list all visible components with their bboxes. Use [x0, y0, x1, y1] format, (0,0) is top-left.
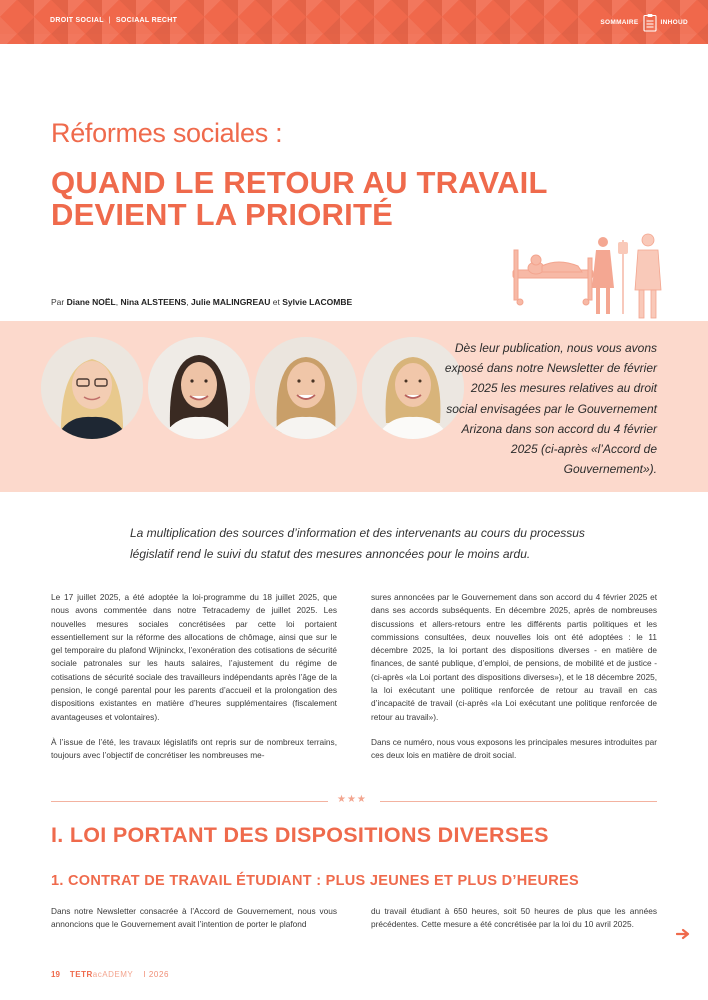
divider-stars: ★★★: [337, 794, 367, 805]
hospital-illustration: [508, 230, 668, 322]
body-column-left: [51, 591, 337, 775]
byline: [51, 297, 352, 307]
body-paragraph: Dans notre Newsletter consacrée à l’Accord de Gouvernement, nous vous annoncions que le Gouvernement avait l’intention de porter le plafond: [51, 906, 337, 930]
section-breadcrumb: [50, 17, 177, 24]
author-name: Diane NOËL: [66, 297, 116, 307]
brand-part-2: acADEMY: [92, 969, 134, 979]
subsection-heading: 1. CONTRAT DE TRAVAIL ÉTUDIANT : PLUS JEUNES ET PLUS D’HEURES: [51, 873, 579, 889]
section-label-fr: DROIT SOCIAL: [50, 17, 104, 24]
toc-label-nl: INHOUD: [660, 18, 688, 26]
page-footer: [51, 966, 169, 982]
intro-quote: Dès leur publication, nous vous avons exposé dans notre Newsletter de février 2025 les mesures relatives au droit social envisagées par le Gouvernement Arizona dans son accord du 4 février 2025 (ci-après «l’Accord de Gouvernement»).: [444, 341, 657, 477]
body-column-right: [371, 591, 657, 775]
body-paragraph: À l’issue de l’été, les travaux législatifs ont repris sur de nombreux terrains, toujours avec l’objectif de concrétiser les nombreuses me-: [51, 736, 337, 761]
author-name: Sylvie LACOMBE: [282, 297, 353, 307]
body-paragraph: du travail étudiant à 650 heures, soit 50 heures de plus que les années précédentes. Cette mesure a été concrétisée par la loi du 10 avril 2025.: [371, 906, 657, 930]
author-photo: [255, 337, 357, 439]
author-name: Julie MALINGREAU: [191, 297, 271, 307]
year-value: 2026: [148, 969, 170, 979]
body-paragraph: Dans ce numéro, nous vous exposons les principales mesures introduites par ces deux lois en matière de droit social.: [371, 736, 657, 761]
byline-prefix: Par: [51, 297, 65, 307]
byline-and: et: [272, 297, 280, 307]
section-label-nl: SOCIAAL RECHT: [115, 17, 178, 24]
lead-paragraph: La multiplication des sources d’information et des intervenants au cours du processus législatif rend le suivi du statut des mesures annoncées pour le moins ardu.: [130, 526, 585, 561]
divider-line: [380, 801, 657, 802]
article-kicker: Réformes sociales :: [51, 118, 283, 148]
body-paragraph: Le 17 juillet 2025, a été adoptée la loi-programme du 18 juillet 2025, que nous avons commentée dans notre Tetracademy de juillet 2025. Les nouvelles mesures sociales concrétisées par cette loi portaient essentiellement sur la réforme des allocations de chômage, ainsi que sur le gel temporaire du plafond Wijninckx, l’exonération des cotisations de sécurité sociale patronales sur les hauts salaires, l’ajustement du régime de cotisations de sécurité sociale des travailleurs indépendants après l’âge de la pension, le congé parental pour les parents d’accueil et la prolongation des dispositions existantes en matière d’heures supplémentaires (fiscalement avantageuses et volontaires).: [51, 592, 337, 722]
year-separator: I: [143, 969, 147, 979]
arrow-right-icon[interactable]: [676, 928, 690, 940]
page-number: 19: [51, 969, 60, 979]
section-heading: I. LOI PORTANT DES DISPOSITIONS DIVERSES: [51, 823, 549, 847]
body-paragraph: sures annoncées par le Gouvernement dans son accord du 4 février 2025 et dans ses accords subséquents. En décembre 2025, après de nombreuses discussions et allers-retours entre les différents partis politiques et les commissions consultées, deux nouvelles lois ont été adoptées : le 11 décembre 2025, la loi portant des dispositions diverses - en matière de finances, de santé publique, d’emploi, de pensions, de mobilité et de justice - (ci-après «la Loi portant des dispositions diverses»), et le 18 décembre 2025, la loi exécutant une politique renforcée de retour au travail en cas d’incapacité de travail (ci-après «la Loi exécutant une politique renforcée de retour au travail»).: [371, 592, 657, 722]
byline-comma: ,: [186, 297, 189, 307]
body-column-right: [371, 905, 657, 944]
table-of-contents-link[interactable]: [600, 11, 688, 33]
brand-logo: [70, 970, 133, 979]
body-column-left: [51, 905, 337, 944]
toc-label-fr: SOMMAIRE: [600, 18, 639, 26]
clipboard-list-icon: [643, 13, 657, 32]
divider-line: [51, 801, 328, 802]
author-photo: [148, 337, 250, 439]
section-divider: [51, 795, 657, 809]
breadcrumb-separator: |: [108, 17, 111, 24]
brand-part-1: TETR: [69, 969, 93, 979]
top-banner: [0, 0, 708, 44]
byline-comma: ,: [115, 297, 119, 307]
issue-year: [143, 970, 169, 979]
author-photo: [41, 337, 143, 439]
article-title: QUAND LE RETOUR AU TRAVAIL DEVIENT LA PRIORITÉ: [51, 165, 548, 232]
author-name: Nina ALSTEENS: [120, 297, 187, 307]
